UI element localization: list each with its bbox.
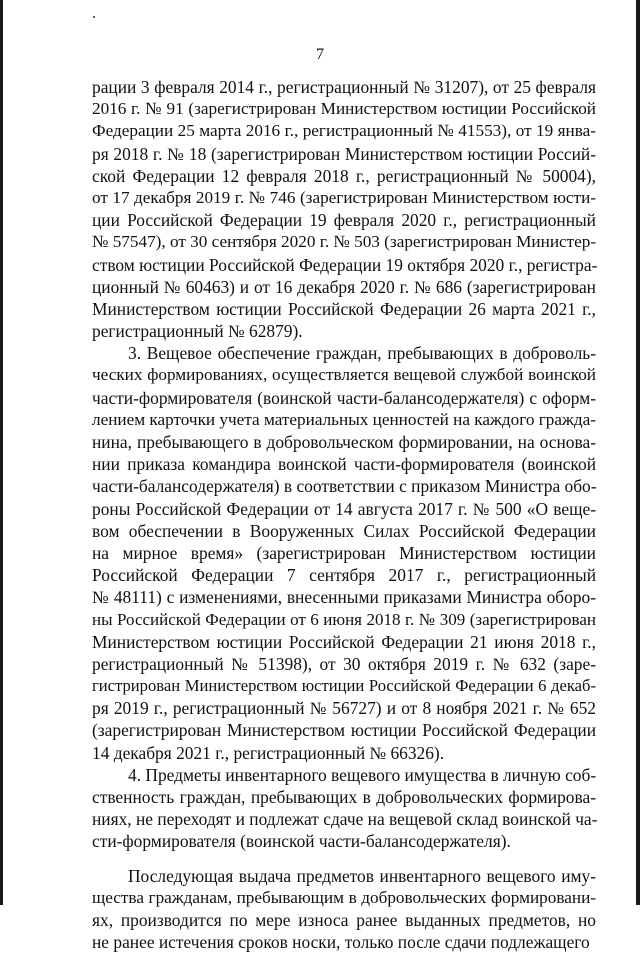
text-line: нии приказа командира воинской части-формирователя (воинской bbox=[92, 454, 596, 475]
text-line: регистрационный № 62879). bbox=[92, 321, 303, 342]
text-line: ской Федерации 12 февраля 2018 г., регистрационный № 50004), bbox=[92, 165, 596, 186]
text-line: ством юстиции Российской Федерации 19 октября 2020 г., регистра- bbox=[92, 254, 598, 275]
text-line: ственность граждан, пребывающих в добровольческих формирова- bbox=[92, 787, 596, 807]
document-body bbox=[92, 76, 596, 953]
text-line: вом обеспечении в Вооруженных Силах Российской Федерации bbox=[92, 520, 596, 541]
paragraph-2 bbox=[92, 342, 596, 764]
text-line: ционный № 60463) и от 16 декабря 2020 г. № 686 (зарегистрирован bbox=[92, 276, 596, 297]
text-line: 14 декабря 2021 г., регистрационный № 66326). bbox=[92, 742, 445, 763]
text-line: рации 3 февраля 2014 г., регистрационный № 31207), от 25 февраля bbox=[92, 77, 596, 97]
text-line: 3. Вещевое обеспечение граждан, пребывающих в доброволь- bbox=[128, 343, 596, 364]
text-line: щества гражданам, пребывающим в добровольческих формировани- bbox=[92, 887, 596, 907]
text-line: Российской Федерации 7 сентября 2017 г., регистрационный bbox=[92, 565, 596, 586]
text-line: 4. Предметы инвентарного вещевого имущества в личную соб- bbox=[128, 764, 597, 785]
text-line: сти-формирователя (воинской части-балансодержателя). bbox=[92, 831, 511, 852]
text-line: Министерством юстиции Российской Федерации 21 июня 2018 г., bbox=[92, 631, 596, 652]
text-line: не ранее истечения сроков носки, только после сдачи подлежащего bbox=[92, 932, 590, 953]
text-line: Министерством юстиции Российской Федерации 26 марта 2021 г., bbox=[92, 298, 596, 319]
text-line: роны Российской Федерации от 14 августа 2017 г. № 500 «О веще- bbox=[92, 498, 596, 519]
paragraph-3 bbox=[92, 764, 596, 853]
text-line: гистрирован Министерством юстиции Российской Федерации 6 декаб- bbox=[92, 676, 596, 696]
text-line: лением карточки учета материальных ценностей на каждого гражда- bbox=[92, 409, 596, 429]
scan-speck bbox=[93, 16, 95, 18]
text-line: № 57547), от 30 сентября 2020 г. № 503 (зарегистрирован Министер- bbox=[92, 232, 597, 252]
text-line: от 17 декабря 2019 г. № 746 (зарегистрирован Министерством юсти- bbox=[92, 187, 596, 207]
text-line: 2016 г. № 91 (зарегистрирован Министерством юстиции Российской bbox=[92, 99, 596, 119]
text-line: (зарегистрирован Министерством юстиции Российской Федерации bbox=[92, 720, 596, 741]
paragraph-1 bbox=[92, 76, 596, 342]
text-line: Последующая выдача предметов инвентарного вещевого иму- bbox=[128, 865, 596, 886]
text-line: части-формирователя (воинской части-балансодержателя) с оформ- bbox=[92, 387, 596, 408]
text-line: нина, пребывающего в добровольческом формировании, на основа- bbox=[92, 432, 596, 452]
scan-left-edge bbox=[0, 0, 3, 905]
text-line: ческих формированиях, осуществляется вещевой службой воинской bbox=[92, 365, 596, 385]
page-number: 7 bbox=[316, 46, 324, 63]
text-line: ны Российской Федерации от 6 июня 2018 г. № 309 (зарегистрирован bbox=[92, 609, 596, 629]
text-line: ях, производится по мере износа ранее выданных предметов, но bbox=[92, 909, 596, 930]
text-line: части-балансодержателя) в соответствии с приказом Министра обо- bbox=[92, 476, 597, 497]
text-line: регистрационный № 51398), от 30 октября 2019 г. № 632 (заре- bbox=[92, 653, 596, 674]
paragraph-spacer bbox=[92, 853, 596, 865]
text-line: ря 2018 г. № 18 (зарегистрирован Министерством юстиции Россий- bbox=[92, 143, 596, 164]
scan-right-edge bbox=[636, 0, 640, 905]
text-line: ря 2019 г., регистрационный № 56727) и от 8 ноября 2021 г. № 652 bbox=[92, 698, 596, 719]
text-line: ции Российской Федерации 19 февраля 2020 г., регистрационный bbox=[92, 210, 596, 231]
paragraph-4 bbox=[92, 865, 596, 953]
text-line: на мирное время» (зарегистрирован Министерством юстиции bbox=[92, 542, 596, 563]
text-line: ниях, не переходят и подлежат сдаче на вещевой склад воинской ча- bbox=[92, 809, 598, 830]
text-line: № 48111) с изменениями, внесенными приказами Министра оборо- bbox=[92, 587, 596, 608]
text-line: Федерации 25 марта 2016 г., регистрационный № 41553), от 19 янва- bbox=[92, 121, 596, 141]
